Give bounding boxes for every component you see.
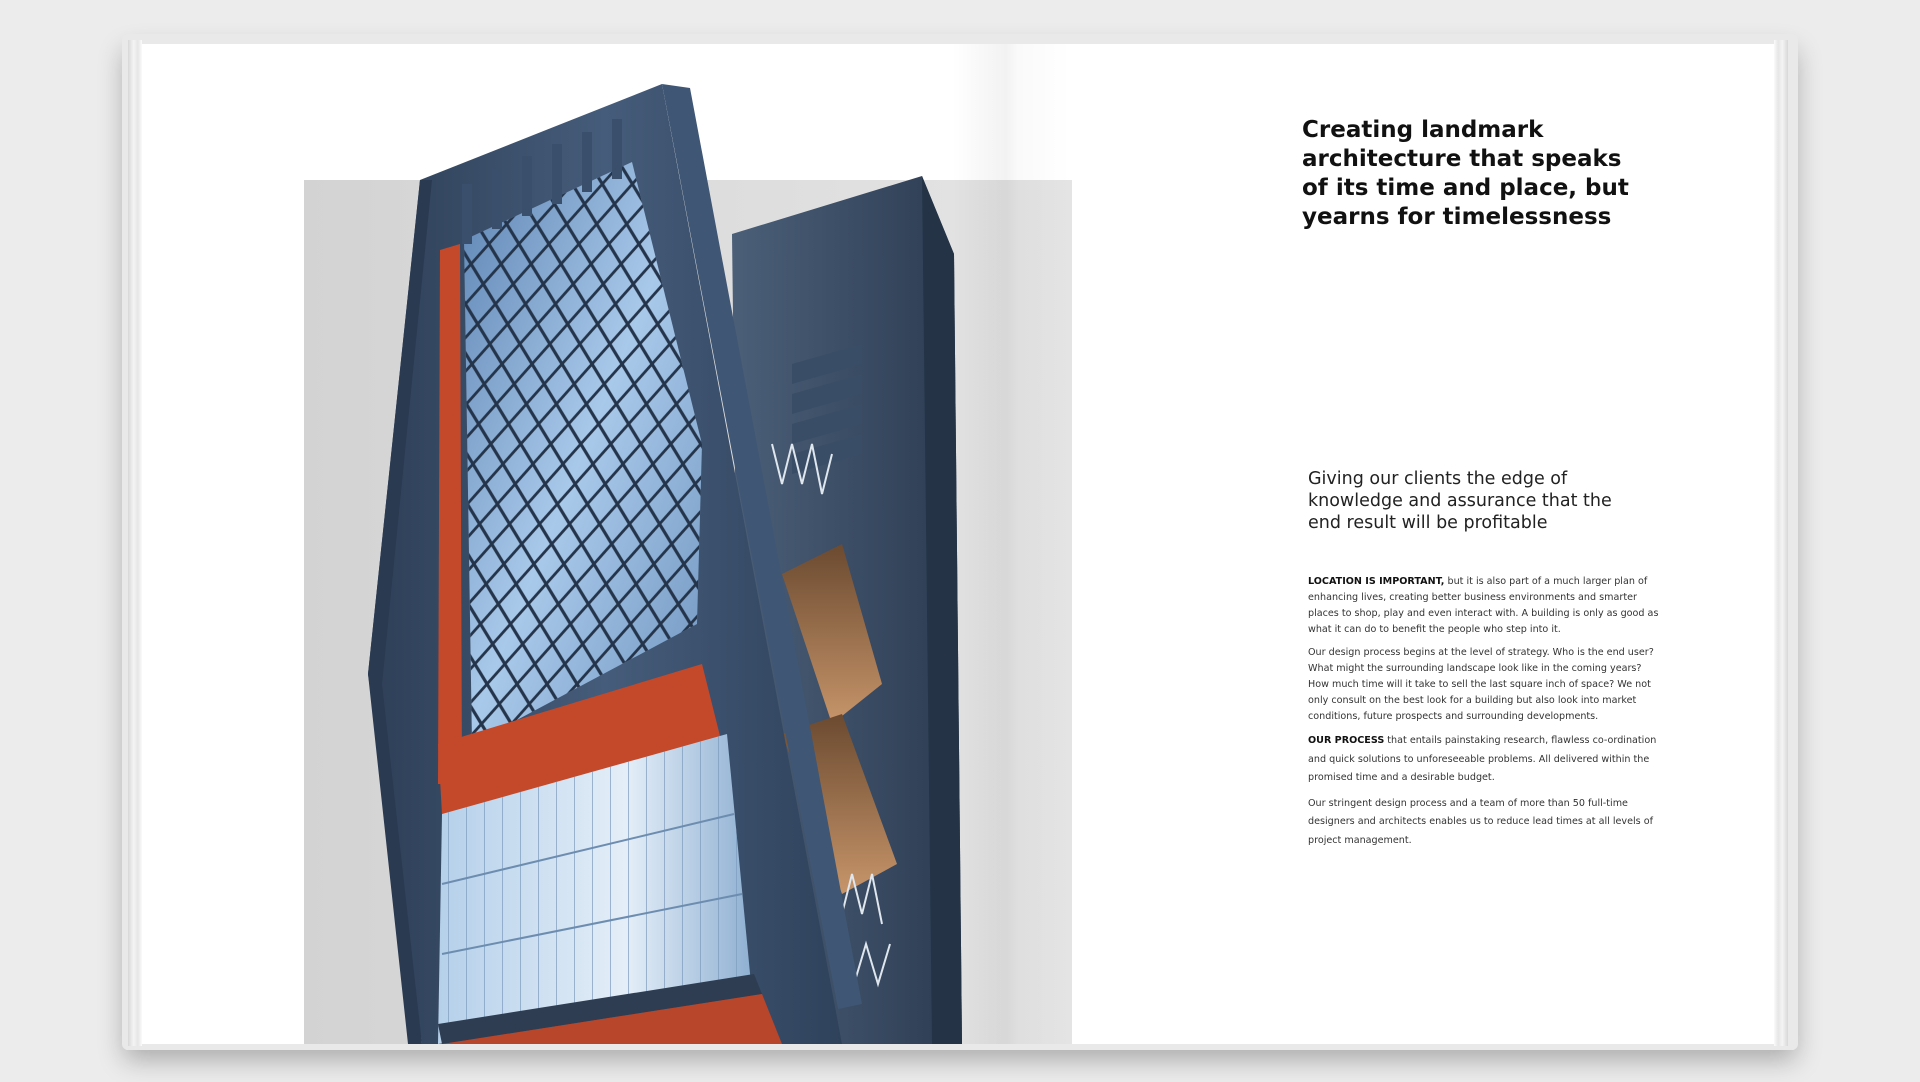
page-edge-left xyxy=(128,40,142,1046)
brochure-spread xyxy=(142,44,1774,1044)
headline: Creating landmark architecture that speaks of its time and place, but yearns for timelessness xyxy=(1302,117,1629,230)
paragraph-strategy: Our design process begins at the level of strategy. Who is the end user? What might the surrounding landscape look like in the coming years? How much time will it take to sell the last square inch of space? We not only consult on the best look for a building but also look into market conditions, future prospects and surrounding developments. xyxy=(1308,647,1654,722)
paragraph-team: Our stringent design process and a team of more than 50 full-time designers and architects enables us to reduce lead times at all levels of project management. xyxy=(1308,797,1653,846)
lead-in-location: LOCATION IS IMPORTANT, xyxy=(1308,576,1445,587)
paragraph-process xyxy=(1308,732,1660,788)
paragraph-location xyxy=(1308,574,1660,638)
paragraph-location-text: but it is also part of a much larger plan of enhancing lives, creating better business environments and smarter places to shop, play and even interact with. A building is only as good as what it can do to benefit the people who step into it. xyxy=(1308,576,1659,635)
paragraph-process-text: that entails painstaking research, flawless co-ordination and quick solutions to unforeseeable problems. All delivered within the promised time and a desirable budget. xyxy=(1308,735,1657,783)
page-edge-right xyxy=(1774,40,1788,1046)
subhead: Giving our clients the edge of knowledge and assurance that the end result will be profitable xyxy=(1308,469,1612,533)
body-copy xyxy=(1308,574,1660,857)
lead-in-process: OUR PROCESS xyxy=(1308,735,1385,746)
